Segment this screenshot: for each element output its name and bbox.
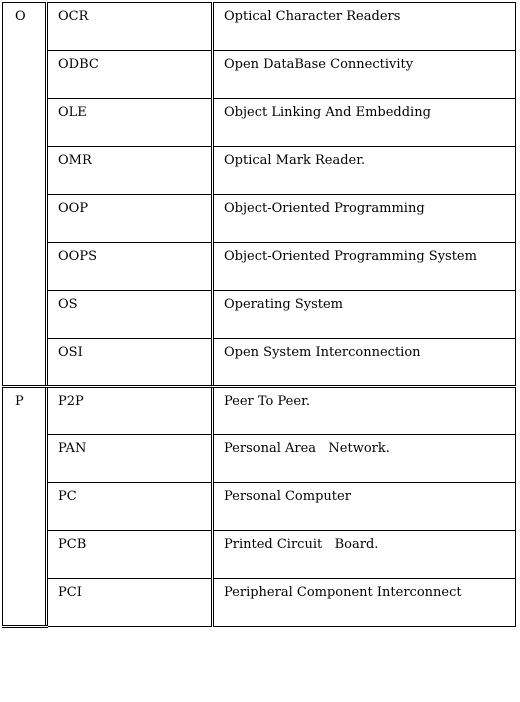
table-row xyxy=(3,99,516,147)
expansion-cell: Printed Circuit Board. xyxy=(213,531,516,579)
abbreviation-cell: PCB xyxy=(47,531,213,579)
abbreviation-table xyxy=(2,2,516,628)
expansion-cell: Open DataBase Connectivity xyxy=(213,51,516,99)
expansion-cell: Open System Interconnection xyxy=(213,339,516,387)
expansion-cell: Personal Area Network. xyxy=(213,435,516,483)
abbreviation-cell: OCR xyxy=(47,3,213,51)
table-row xyxy=(3,51,516,99)
table-row xyxy=(3,291,516,339)
group-letter: P xyxy=(3,387,47,627)
expansion-cell: Peripheral Component Interconnect xyxy=(213,579,516,627)
table-row xyxy=(3,195,516,243)
abbreviation-cell: OOPS xyxy=(47,243,213,291)
expansion-cell: Operating System xyxy=(213,291,516,339)
abbreviation-cell: OSI xyxy=(47,339,213,387)
abbreviation-cell: OOP xyxy=(47,195,213,243)
abbreviation-cell: PC xyxy=(47,483,213,531)
table-row xyxy=(3,243,516,291)
group-letter: O xyxy=(3,3,47,387)
expansion-cell: Peer To Peer. xyxy=(213,387,516,435)
table-row xyxy=(3,3,516,51)
abbreviation-cell: PAN xyxy=(47,435,213,483)
table-row xyxy=(3,579,516,627)
abbreviation-cell: PCI xyxy=(47,579,213,627)
expansion-cell: Optical Character Readers xyxy=(213,3,516,51)
table-row xyxy=(3,387,516,435)
table-row xyxy=(3,147,516,195)
expansion-cell: Object Linking And Embedding xyxy=(213,99,516,147)
abbreviation-cell: OS xyxy=(47,291,213,339)
table-row xyxy=(3,435,516,483)
table-row xyxy=(3,531,516,579)
table-row xyxy=(3,483,516,531)
abbreviation-cell: P2P xyxy=(47,387,213,435)
expansion-cell: Object-Oriented Programming xyxy=(213,195,516,243)
abbreviation-cell: OLE xyxy=(47,99,213,147)
table-row xyxy=(3,339,516,387)
abbreviation-cell: ODBC xyxy=(47,51,213,99)
expansion-cell: Personal Computer xyxy=(213,483,516,531)
expansion-cell: Optical Mark Reader. xyxy=(213,147,516,195)
abbreviation-cell: OMR xyxy=(47,147,213,195)
expansion-cell: Object-Oriented Programming System xyxy=(213,243,516,291)
